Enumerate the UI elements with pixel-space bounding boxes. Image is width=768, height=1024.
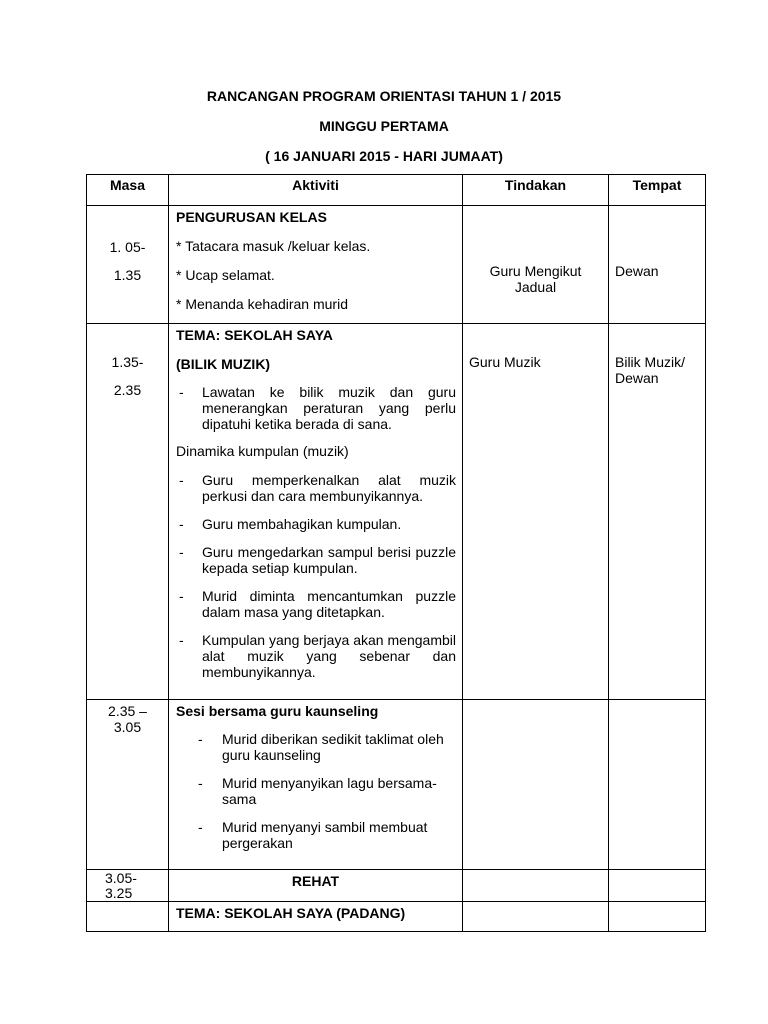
column-header-tempat: Tempat [609, 175, 706, 206]
list-item: - Guru mengedarkan sampul berisi puzzle kepada setiap kumpulan. [179, 544, 456, 576]
masa-cell [87, 206, 169, 324]
aktiviti-cell [169, 700, 463, 870]
activity-item: * Tatacara masuk /keluar kelas. [176, 238, 371, 254]
tindakan-cell [463, 700, 609, 870]
aktiviti-cell [169, 206, 463, 324]
tindakan-text: Guru Muzik [469, 354, 541, 370]
masa-cell [87, 700, 169, 870]
masa-end: 1.35 [113, 267, 142, 283]
masa-cell [87, 870, 169, 902]
masa-start: 3.05- [105, 870, 137, 886]
activity-heading: PENGURUSAN KELAS [176, 209, 327, 225]
activity-heading: Sesi bersama guru kaunseling [176, 703, 379, 719]
tempat-cell [609, 902, 706, 932]
table-row [87, 870, 706, 902]
activity-item: * Ucap selamat. [176, 267, 275, 283]
column-header-tindakan: Tindakan [463, 175, 609, 206]
list-item: - Guru memperkenalkan alat muzik perkusi dan cara membunyikannya. [179, 472, 456, 504]
table-header-row [87, 175, 706, 206]
list-item: - Murid menyanyi sambil membuat pergerakan [198, 819, 428, 851]
masa-cell [87, 324, 169, 700]
aktiviti-cell [169, 870, 463, 902]
aktiviti-cell [169, 902, 463, 932]
table-row [87, 902, 706, 932]
dash-marker: - [179, 472, 184, 488]
list-item: - Murid diberikan sedikit taklimat oleh guru kaunseling [198, 731, 444, 763]
masa-end: 3.25 [105, 885, 133, 901]
activity-heading: TEMA: SEKOLAH SAYA [176, 327, 333, 343]
dash-marker: - [198, 775, 203, 791]
activity-subsection: Dinamika kumpulan (muzik) [176, 443, 349, 459]
column-header-masa: Masa [87, 175, 169, 206]
tempat-text: Bilik Muzik/ Dewan [615, 354, 686, 386]
dash-marker: - [179, 588, 184, 604]
dash-marker: - [179, 544, 184, 560]
document-title: RANCANGAN PROGRAM ORIENTASI TAHUN 1 / 2015 [206, 88, 562, 104]
masa-end: 2.35 [113, 382, 142, 398]
list-item: - Murid diminta mencantumkan puzzle dalam masa yang ditetapkan. [179, 588, 456, 620]
list-item: - Lawatan ke bilik muzik dan guru menerangkan peraturan yang perlu dipatuhi ketika berada di sana. [179, 384, 456, 432]
tempat-cell [609, 700, 706, 870]
document-date: ( 16 JANUARI 2015 - HARI JUMAAT) [265, 148, 503, 164]
list-item: - Guru membahagikan kumpulan. [179, 516, 402, 532]
activity-heading: TEMA: SEKOLAH SAYA (PADANG) [176, 905, 406, 921]
list-item: - Kumpulan yang berjaya akan mengambil alat muzik yang sebenar dan membunyikannya. [179, 632, 456, 680]
tempat-text: Dewan [615, 263, 659, 279]
tindakan-text: Guru Mengikut Jadual [489, 263, 582, 295]
masa-start: 1.35- [111, 354, 144, 370]
table-row [87, 324, 706, 700]
table-row [87, 206, 706, 324]
activity-list [176, 472, 456, 680]
activity-list [176, 731, 456, 851]
list-item: - Murid menyanyikan lagu bersama-sama [198, 775, 437, 807]
table-row [87, 700, 706, 870]
dash-marker: - [198, 731, 203, 747]
masa-start: 2.35 – [108, 703, 147, 719]
document-subtitle: MINGGU PERTAMA [319, 118, 449, 134]
aktiviti-cell [169, 324, 463, 700]
activity-item: * Menanda kehadiran murid [176, 296, 348, 312]
dash-marker: - [179, 516, 184, 532]
activity-list [176, 384, 456, 432]
dash-marker: - [198, 819, 203, 835]
activity-heading: REHAT [291, 873, 340, 889]
tindakan-cell [463, 870, 609, 902]
masa-start: 1. 05- [109, 239, 146, 255]
masa-end: 3.05 [113, 719, 142, 735]
tindakan-cell [463, 206, 609, 324]
dash-marker: - [179, 632, 184, 648]
schedule-table [86, 174, 706, 932]
masa-cell [87, 902, 169, 932]
tempat-cell [609, 870, 706, 902]
tindakan-cell [463, 324, 609, 700]
tempat-cell [609, 206, 706, 324]
column-header-aktiviti: Aktiviti [169, 175, 463, 206]
tempat-cell [609, 324, 706, 700]
activity-subheading: (BILIK MUZIK) [176, 356, 271, 372]
dash-marker: - [179, 384, 184, 400]
tindakan-cell [463, 902, 609, 932]
